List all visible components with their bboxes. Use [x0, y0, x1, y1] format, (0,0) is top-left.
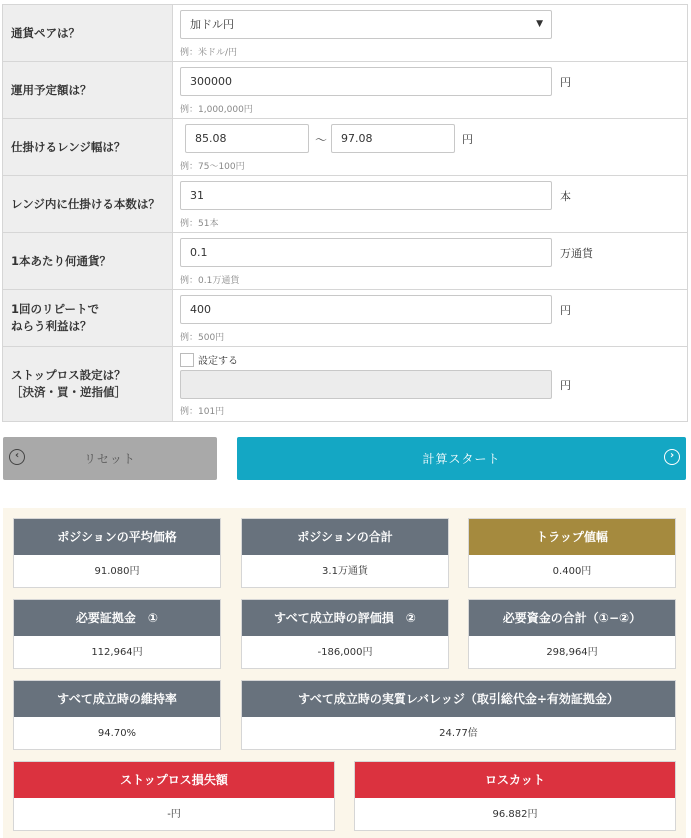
currency-pair-value: 加ドル円	[190, 18, 234, 31]
reset-button[interactable]	[3, 437, 217, 480]
card-value: 96.882円	[492, 809, 538, 820]
card-header: ポジションの合計	[242, 519, 448, 555]
card-value: 94.70%	[97, 728, 137, 739]
example-amount: 例：1,000,000円	[180, 105, 253, 115]
example-count: 例：51本	[180, 219, 219, 229]
card-header: ストップロス損失額	[14, 762, 334, 798]
profit-unit: 円	[560, 304, 571, 317]
range-unit: 円	[462, 133, 473, 146]
card-total-position	[241, 518, 449, 588]
card-value: -186,000円	[317, 647, 373, 658]
stoploss-input[interactable]	[180, 370, 552, 399]
currency-pair-select[interactable]	[180, 10, 552, 39]
example-profit: 例：500円	[180, 333, 225, 343]
calculate-start-button[interactable]	[237, 437, 686, 480]
card-effective-leverage	[241, 680, 676, 750]
card-value: 3.1万通貨	[322, 566, 368, 577]
amount-unit: 円	[560, 76, 571, 89]
results-panel	[3, 508, 686, 838]
card-total-funds	[468, 599, 676, 669]
label-stoploss-line2: ［決済・買・逆指値］	[11, 385, 126, 399]
label-range: 仕掛けるレンジ幅は？	[3, 119, 173, 175]
card-required-margin	[13, 599, 221, 669]
example-range: 例：75〜100円	[180, 162, 245, 172]
row-stoploss	[3, 347, 687, 421]
card-value: 24.77倍	[439, 728, 478, 739]
lot-input[interactable]: 0.1	[180, 238, 552, 267]
stoploss-checkbox[interactable]	[180, 353, 194, 367]
card-average-price	[13, 518, 221, 588]
row-currency-pair	[3, 5, 687, 62]
card-value: 91.080円	[94, 566, 140, 577]
calculator-form	[2, 4, 688, 422]
chevron-left-circle-icon: ‹	[9, 449, 25, 465]
count-unit: 本	[560, 190, 571, 203]
card-value: 112,964円	[91, 647, 143, 658]
label-profit-line2: ねらう利益は？	[11, 319, 92, 333]
row-profit	[3, 290, 687, 347]
card-header: すべて成立時の維持率	[14, 681, 220, 717]
example-stoploss: 例：101円	[180, 407, 225, 417]
card-trap-width	[468, 518, 676, 588]
card-value: -円	[167, 809, 181, 820]
example-lot: 例：0.1万通貨	[180, 276, 240, 286]
lot-unit: 万通貨	[560, 247, 593, 260]
row-range	[3, 119, 687, 176]
card-header: 必要証拠金 ①	[14, 600, 220, 636]
chevron-right-circle-icon: ›	[664, 449, 680, 465]
range-to-input[interactable]: 97.08	[331, 124, 455, 153]
stoploss-checkbox-label: 設定する	[198, 356, 238, 367]
amount-input[interactable]: 300000	[180, 67, 552, 96]
card-header: ロスカット	[355, 762, 675, 798]
row-lot	[3, 233, 687, 290]
label-amount: 運用予定額は？	[3, 62, 173, 118]
card-header: ポジションの平均価格	[14, 519, 220, 555]
card-value: 0.400円	[552, 566, 592, 577]
card-maintenance-rate	[13, 680, 221, 750]
range-separator: 〜	[315, 133, 328, 147]
label-count: レンジ内に仕掛ける本数は？	[3, 176, 173, 232]
range-from-input[interactable]: 85.08	[185, 124, 309, 153]
reset-button-label: リセット	[84, 452, 136, 466]
label-currency-pair: 通貨ペアは？	[3, 5, 173, 61]
label-profit	[3, 290, 173, 346]
card-header: トラップ値幅	[469, 519, 675, 555]
count-input[interactable]: 31	[180, 181, 552, 210]
stoploss-unit: 円	[560, 379, 571, 392]
row-count	[3, 176, 687, 233]
row-amount	[3, 62, 687, 119]
card-header: 必要資金の合計（①−②）	[469, 600, 675, 636]
label-stoploss	[3, 347, 173, 421]
card-evaluation-loss	[241, 599, 449, 669]
start-button-label: 計算スタート	[422, 452, 501, 466]
label-stoploss-line1: ストップロス設定は？	[11, 368, 126, 382]
dropdown-arrow-icon: ▼	[536, 19, 543, 29]
card-value: 298,964円	[546, 647, 598, 658]
card-loss-cut	[354, 761, 676, 831]
profit-input[interactable]: 400	[180, 295, 552, 324]
card-header: すべて成立時の実質レバレッジ（取引総代金÷有効証拠金）	[242, 681, 675, 717]
label-lot: 1本あたり何通貨？	[3, 233, 173, 289]
label-profit-line1: 1回のリピートで	[11, 302, 100, 316]
card-header: すべて成立時の評価損 ②	[242, 600, 448, 636]
card-stoploss-amount	[13, 761, 335, 831]
example-currency-pair: 例：米ドル/円	[180, 48, 238, 58]
